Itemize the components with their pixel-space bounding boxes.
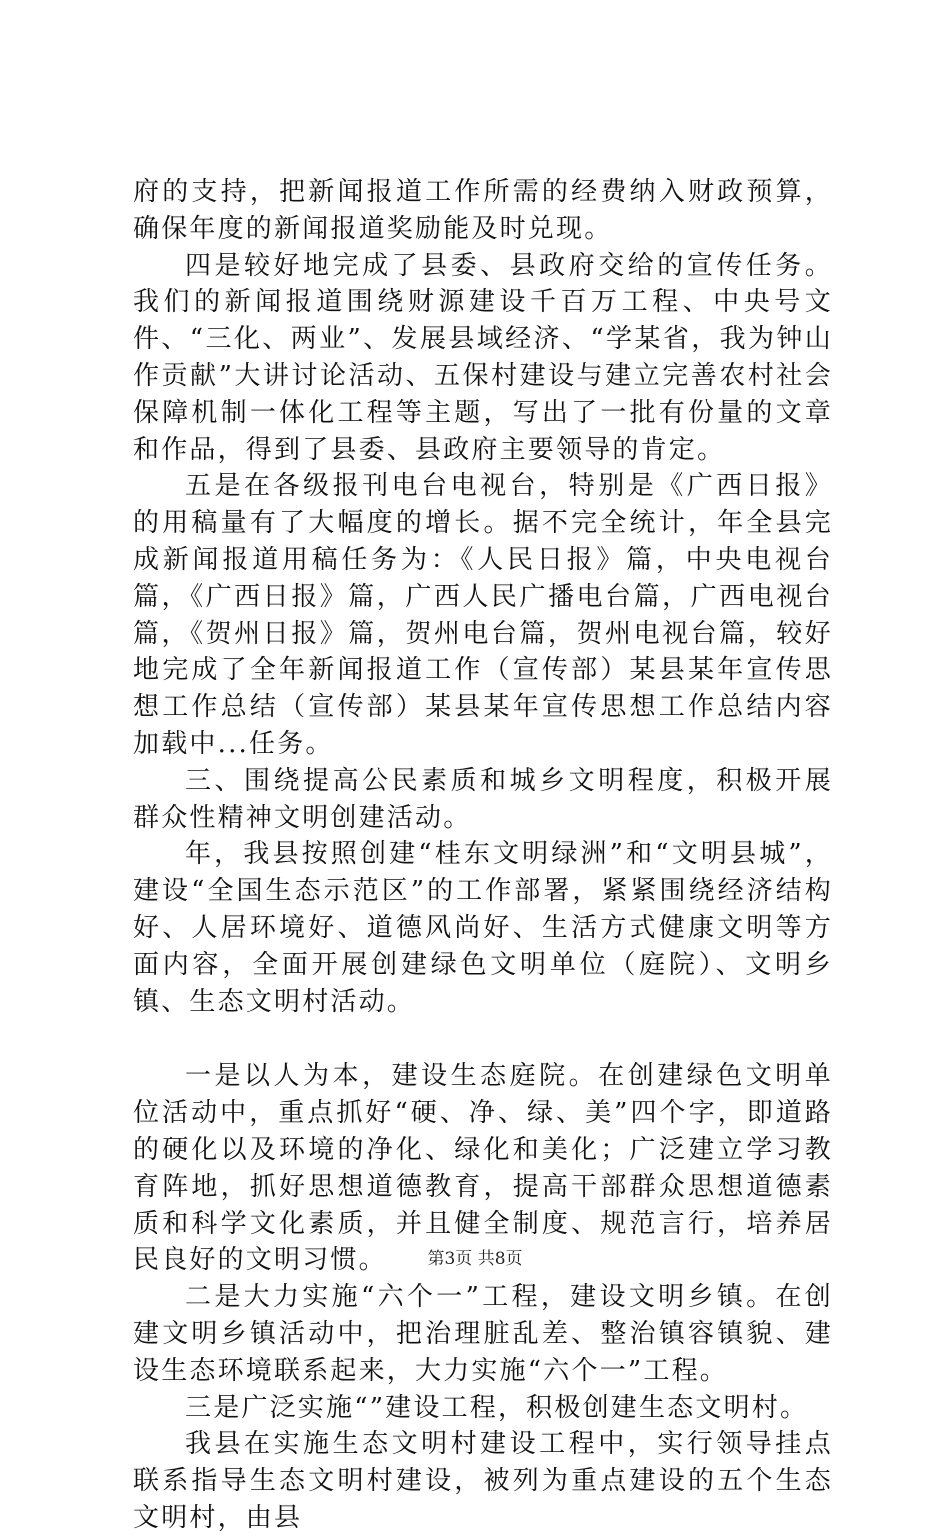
document-body bbox=[133, 174, 833, 1537]
paragraph-7: 二是大力实施“六个一”工程，建设文明乡镇。在创建文明乡镇活动中，把治理脏乱差、整治镇容镇貌、建设生态环境联系起来，大力实施“六个一”工程。 bbox=[133, 1282, 833, 1386]
paragraph-5: 年，我县按照创建“桂东文明绿洲”和“文明县城”，建设“全国生态示范区”的工作部署，紧紧围绕经济结构好、人居环境好、道德风尚好、生活方式健康文明等方面内容，全面开展创建绿色文明单位（庭院）、文明乡镇、生态文明村活动。 bbox=[133, 839, 833, 1017]
paragraph-2: 四是较好地完成了县委、县政府交给的宣传任务。我们的新闻报道围绕财源建设千百万工程、中央号文件、“三化、两业”、发展县域经济、“学某省，我为钟山作贡献”大讲讨论活动、五保村建设与建立完善农村社会保障机制一体化工程等主题，写出了一批有份量的文章和作品，得到了县委、县政府主要领导的肯定。 bbox=[133, 250, 833, 465]
paragraph-6: 一是以人为本，建设生态庭院。在创建绿色文明单位活动中，重点抓好“硬、净、绿、美”四个字，即道路的硬化以及环境的净化、绿化和美化；广泛建立学习教育阵地，抓好思想道德教育，提高干部群众思想道德素质和科学文化素质，并且健全制度、规范言行，培养居民良好的文明习惯。 bbox=[133, 1061, 833, 1276]
paragraph-3: 五是在各级报刊电台电视台，特别是《广西日报》的用稿量有了大幅度的增长。据不完全统计，年全县完成新闻报道用稿任务为：《人民日报》篇，中央电视台篇，《广西日报》篇，广西人民广播电台篇，广西电视台篇，《贺州日报》篇，贺州电台篇，贺州电视台篇，较好地完成了全年新闻报道工作（宣传部）某县某年宣传思想工作总结（宣传部）某县某年宣传思想工作总结内容加载中...任务。 bbox=[133, 471, 833, 759]
paragraph-1: 府的支持，把新闻报道工作所需的经费纳入财政预算，确保年度的新闻报道奖励能及时兑现。 bbox=[133, 177, 833, 244]
paragraph-4: 三、围绕提高公民素质和城乡文明程度，积极开展群众性精神文明创建活动。 bbox=[133, 765, 833, 833]
page-footer: 第3页 共8页 bbox=[427, 1249, 523, 1269]
paragraph-9: 我县在实施生态文明村建设工程中，实行领导挂点联系指导生态文明村建设，被列为重点建设的五个生态文明村，由县 bbox=[133, 1429, 833, 1533]
paragraph-8: 三是广泛实施“”建设工程，积极创建生态文明村。 bbox=[185, 1392, 809, 1423]
